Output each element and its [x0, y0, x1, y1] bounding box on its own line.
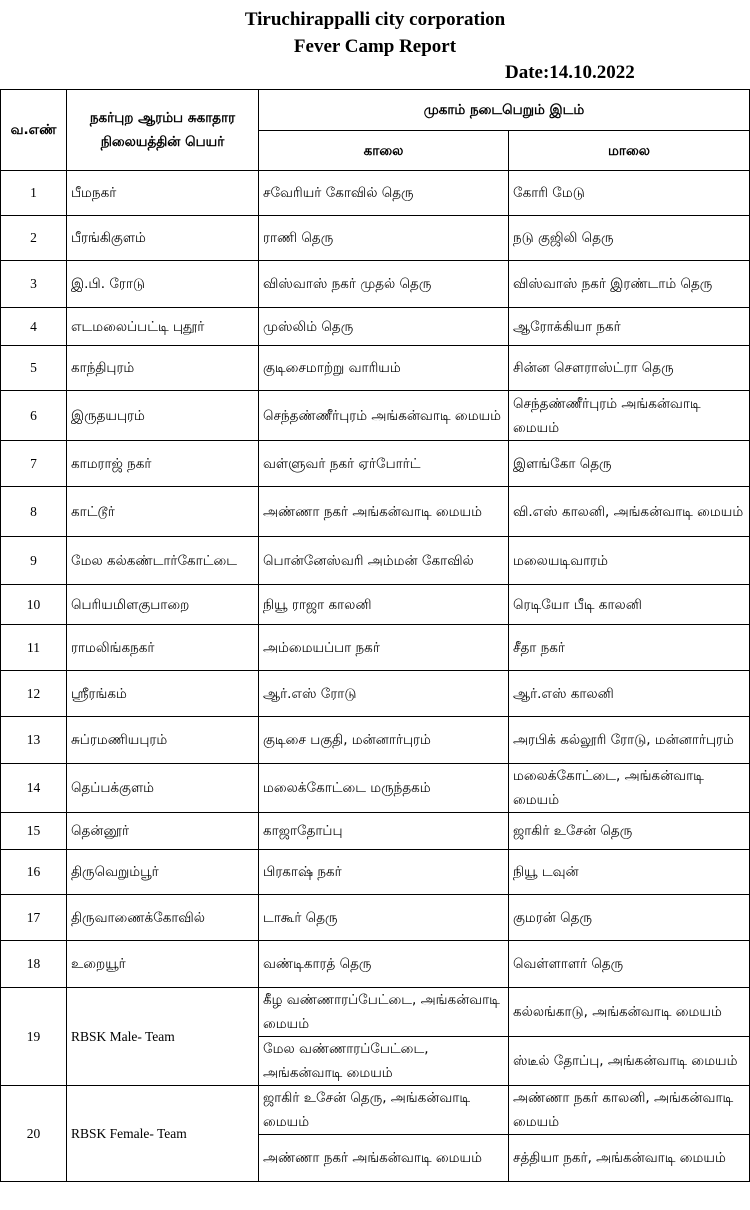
row-serial: 20: [1, 1086, 67, 1182]
row-evening-venue: கல்லங்காடு, அங்கன்வாடி மையம்: [509, 988, 750, 1037]
row-serial: 5: [1, 346, 67, 391]
row-evening-venue: நடு குஜிலி தெரு: [509, 216, 750, 261]
row-center-name: திருவாணைக்கோவில்: [67, 895, 259, 941]
row-serial: 18: [1, 941, 67, 988]
row-center-name: திருவெறும்பூர்: [67, 850, 259, 895]
row-morning-venue: ராணி தெரு: [259, 216, 509, 261]
row-evening-venue: நியூ டவுன்: [509, 850, 750, 895]
header-evening: மாலை: [509, 131, 750, 171]
row-center-name: இருதயபுரம்: [67, 391, 259, 441]
header-center-name: நகர்புற ஆரம்ப சுகாதார நிலையத்தின் பெயர்: [67, 90, 259, 171]
row-morning-venue: அம்மையப்பா நகர்: [259, 625, 509, 671]
table-row: [1, 717, 750, 764]
row-evening-venue: சத்தியா நகர், அங்கன்வாடி மையம்: [509, 1135, 750, 1182]
row-serial: 9: [1, 537, 67, 585]
row-center-name: பீரங்கிகுளம்: [67, 216, 259, 261]
row-morning-venue: காஜாதோப்பு: [259, 813, 509, 850]
row-evening-venue: மலையடிவாரம்: [509, 537, 750, 585]
row-morning-venue: மேல வண்ணாரப்பேட்டை, அங்கன்வாடி மையம்: [259, 1037, 509, 1086]
row-center-name: பெரியமிளகுபாறை: [67, 585, 259, 625]
row-evening-venue: ஆர்.எஸ் காலனி: [509, 671, 750, 717]
report-date: Date:14.10.2022: [505, 62, 635, 83]
header-venue: முகாம் நடைபெறும் இடம்: [259, 90, 750, 131]
row-evening-venue: வெள்ளாளர் தெரு: [509, 941, 750, 988]
row-serial: 2: [1, 216, 67, 261]
table-row: [1, 537, 750, 585]
table-row: [1, 487, 750, 537]
row-serial: 14: [1, 764, 67, 813]
row-serial: 15: [1, 813, 67, 850]
table-row: [1, 625, 750, 671]
row-morning-venue: குடிசைமாற்று வாரியம்: [259, 346, 509, 391]
row-evening-venue: ரெடியோ பீடி காலனி: [509, 585, 750, 625]
row-evening-venue: கோரி மேடு: [509, 171, 750, 216]
row-morning-venue: டாகூர் தெரு: [259, 895, 509, 941]
table-row: [1, 261, 750, 308]
row-serial: 3: [1, 261, 67, 308]
row-serial: 17: [1, 895, 67, 941]
row-serial: 4: [1, 308, 67, 346]
header-morning: காலை: [259, 131, 509, 171]
row-evening-venue: மலைக்கோட்டை, அங்கன்வாடி மையம்: [509, 764, 750, 813]
table-row: [1, 171, 750, 216]
table-body: [1, 171, 750, 1182]
row-evening-venue: குமரன் தெரு: [509, 895, 750, 941]
row-center-name: RBSK Male- Team: [67, 988, 259, 1086]
row-evening-venue: வி.எஸ் காலனி, அங்கன்வாடி மையம்: [509, 487, 750, 537]
row-center-name: உறையூர்: [67, 941, 259, 988]
row-evening-venue: அரபிக் கல்லூரி ரோடு, மன்னார்புரம்: [509, 717, 750, 764]
fever-camp-table: [0, 89, 750, 1182]
row-evening-venue: விஸ்வாஸ் நகர் இரண்டாம் தெரு: [509, 261, 750, 308]
row-serial: 16: [1, 850, 67, 895]
row-morning-venue: பொன்னேஸ்வரி அம்மன் கோவில்: [259, 537, 509, 585]
row-morning-venue: விஸ்வாஸ் நகர் முதல் தெரு: [259, 261, 509, 308]
report-title: Fever Camp Report: [293, 36, 457, 57]
row-morning-venue: அண்ணா நகர் அங்கன்வாடி மையம்: [259, 487, 509, 537]
header-serial: வ.எண்: [1, 90, 67, 171]
row-evening-venue: செந்தண்ணீர்புரம் அங்கன்வாடி மையம்: [509, 391, 750, 441]
table-row: [1, 850, 750, 895]
table-row: [1, 1086, 750, 1135]
table-row: [1, 671, 750, 717]
table-row: [1, 895, 750, 941]
row-evening-venue: ஆரோக்கியா நகர்: [509, 308, 750, 346]
row-center-name: பீமநகர்: [67, 171, 259, 216]
row-serial: 7: [1, 441, 67, 487]
row-center-name: தெப்பக்குளம்: [67, 764, 259, 813]
table-row: [1, 988, 750, 1037]
org-title: Tiruchirappalli city corporation: [244, 9, 506, 30]
row-center-name: எடமலைப்பட்டி புதூர்: [67, 308, 259, 346]
row-serial: 12: [1, 671, 67, 717]
row-serial: 10: [1, 585, 67, 625]
row-center-name: காட்டூர்: [67, 487, 259, 537]
table-row: [1, 216, 750, 261]
row-evening-venue: அண்ணா நகர் காலனி, அங்கன்வாடி மையம்: [509, 1086, 750, 1135]
table-row: [1, 585, 750, 625]
row-morning-venue: வள்ளுவர் நகர் ஏர்போர்ட்: [259, 441, 509, 487]
row-serial: 11: [1, 625, 67, 671]
row-morning-venue: முஸ்லிம் தெரு: [259, 308, 509, 346]
row-center-name: மேல கல்கண்டார்கோட்டை: [67, 537, 259, 585]
row-center-name: தென்னூர்: [67, 813, 259, 850]
row-morning-venue: செந்தண்ணீர்புரம் அங்கன்வாடி மையம்: [259, 391, 509, 441]
row-evening-venue: ஸ்டீல் தோப்பு, அங்கன்வாடி மையம்: [509, 1037, 750, 1086]
table-row: [1, 346, 750, 391]
row-morning-venue: பிரகாஷ் நகர்: [259, 850, 509, 895]
row-serial: 13: [1, 717, 67, 764]
row-evening-venue: சீதா நகர்: [509, 625, 750, 671]
row-center-name: ராமலிங்கநகர்: [67, 625, 259, 671]
table-row: [1, 813, 750, 850]
table-row: [1, 308, 750, 346]
row-center-name: காமராஜ் நகர்: [67, 441, 259, 487]
row-morning-venue: அண்ணா நகர் அங்கன்வாடி மையம்: [259, 1135, 509, 1182]
table-row: [1, 441, 750, 487]
row-center-name: RBSK Female- Team: [67, 1086, 259, 1182]
row-center-name: ஸ்ரீரங்கம்: [67, 671, 259, 717]
row-serial: 19: [1, 988, 67, 1086]
row-morning-venue: குடிசை பகுதி, மன்னார்புரம்: [259, 717, 509, 764]
row-evening-venue: ஜாகிர் உசேன் தெரு: [509, 813, 750, 850]
row-morning-venue: மலைக்கோட்டை மருந்தகம்: [259, 764, 509, 813]
table-row: [1, 391, 750, 441]
row-evening-venue: சின்ன சௌராஸ்ட்ரா தெரு: [509, 346, 750, 391]
row-serial: 1: [1, 171, 67, 216]
row-morning-venue: சவேரியர் கோவில் தெரு: [259, 171, 509, 216]
row-morning-venue: நியூ ராஜா காலனி: [259, 585, 509, 625]
row-morning-venue: வண்டிகாரத் தெரு: [259, 941, 509, 988]
row-morning-venue: ஆர்.எஸ் ரோடு: [259, 671, 509, 717]
row-morning-venue: ஜாகிர் உசேன் தெரு, அங்கன்வாடி மையம்: [259, 1086, 509, 1135]
table-row: [1, 941, 750, 988]
row-center-name: சுப்ரமணியபுரம்: [67, 717, 259, 764]
row-center-name: இ.பி. ரோடு: [67, 261, 259, 308]
row-evening-venue: இளங்கோ தெரு: [509, 441, 750, 487]
row-serial: 6: [1, 391, 67, 441]
row-center-name: காந்திபுரம்: [67, 346, 259, 391]
row-serial: 8: [1, 487, 67, 537]
row-morning-venue: கீழ வண்ணாரப்பேட்டை, அங்கன்வாடி மையம்: [259, 988, 509, 1037]
table-row: [1, 764, 750, 813]
